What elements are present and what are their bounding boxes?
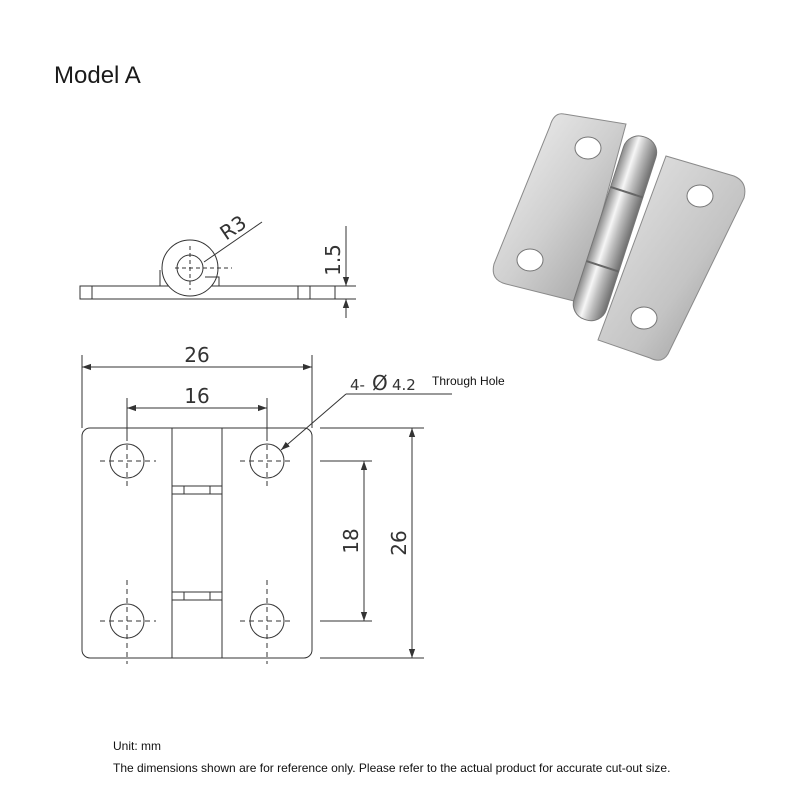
hole-spacing-x-label: 16 bbox=[184, 384, 210, 408]
side-view bbox=[80, 222, 356, 318]
height-label: 26 bbox=[387, 530, 411, 556]
front-view bbox=[82, 355, 452, 664]
model-title: Model A bbox=[54, 62, 141, 89]
width-label: 26 bbox=[184, 343, 210, 367]
hole-diameter-label: 4.2 bbox=[392, 376, 416, 394]
hole-count-prefix: 4- bbox=[350, 376, 365, 394]
photo-hole-2 bbox=[517, 249, 543, 271]
radius-label: R3 bbox=[215, 210, 251, 246]
hole-spacing-y-label: 18 bbox=[339, 528, 363, 554]
hinge-photo bbox=[486, 104, 766, 368]
disclaimer-note: The dimensions shown are for reference only. Please refer to the actual product for accurate cut-out size. bbox=[113, 761, 671, 775]
unit-note: Unit: mm bbox=[113, 739, 161, 753]
photo-hole-4 bbox=[631, 307, 657, 329]
photo-hole-3 bbox=[687, 185, 713, 207]
hinge-plate-outline bbox=[82, 428, 312, 658]
thickness-label: 1.5 bbox=[321, 244, 345, 276]
photo-hole-1 bbox=[575, 137, 601, 159]
hole-type-label: Through Hole bbox=[432, 374, 505, 388]
diameter-symbol: Ø bbox=[372, 371, 388, 395]
